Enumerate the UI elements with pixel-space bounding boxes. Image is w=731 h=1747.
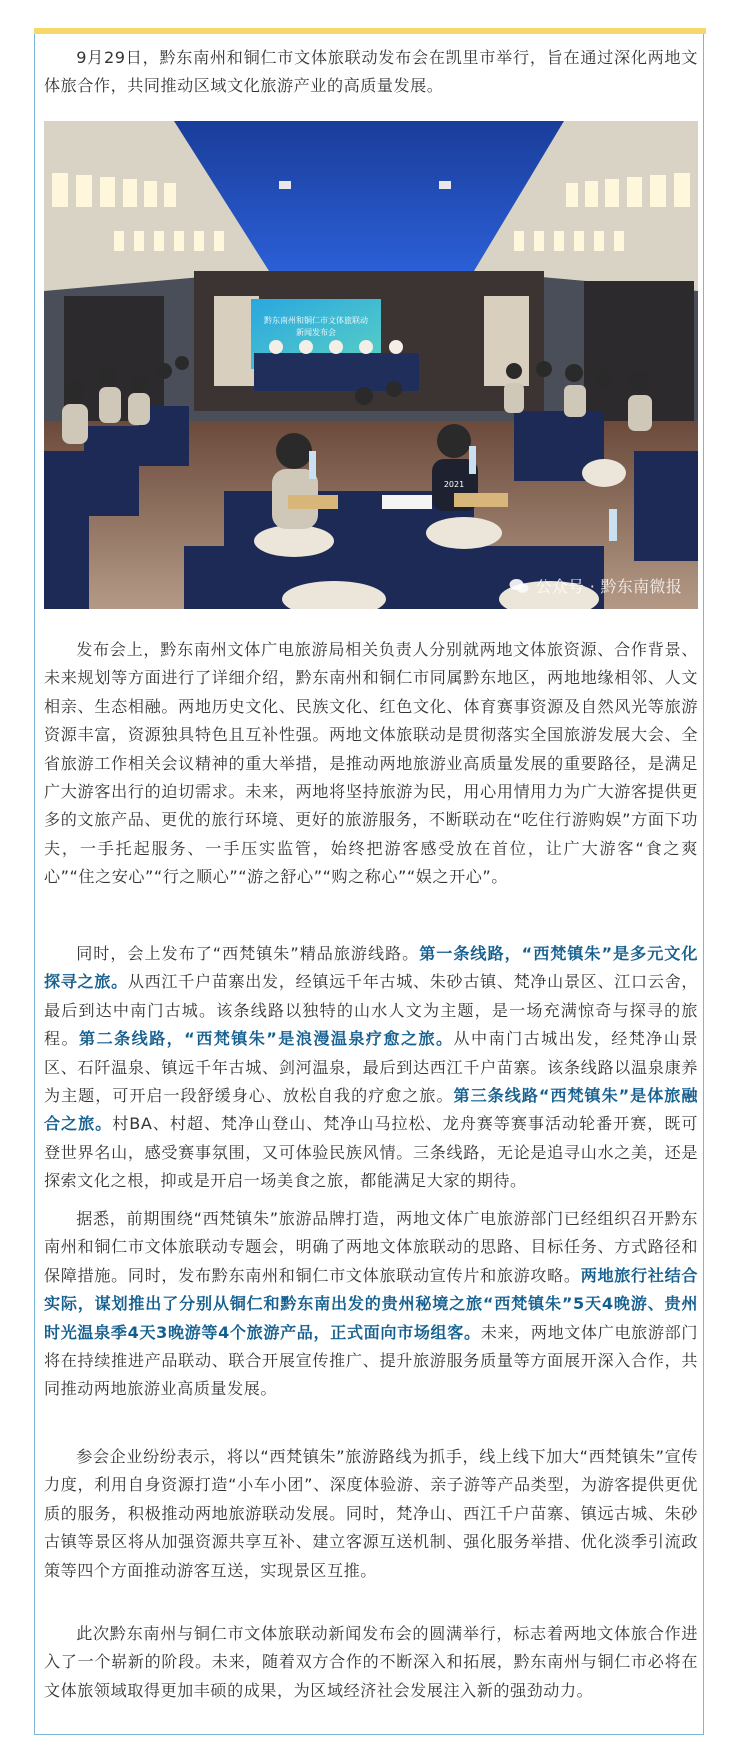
route-3-highlight: 第三条线路“西梵镇朱”是体旅融合之旅。 [44, 1086, 699, 1134]
products-highlight: 两地旅行社结合实际，谋划推出了分别从铜仁和黔东南出发的贵州秘境之旅“西梵镇朱”5天4晚游、贵州时光温泉季4天3晚游等4个旅游产品，正式面向市场组客。 [44, 1265, 698, 1342]
p3-text-2: 从西江千户苗寨出发，经镇远千年古城、朱砂古镇、梵净山景区、江口云舍，最后到达中南门古城。该条线路以独特的山水人文为主题，是一场充满惊奇与探寻的旅程。 [44, 972, 699, 1049]
route-1-highlight: 第一条线路，“西梵镇朱”是多元文化探寻之旅。 [44, 944, 698, 992]
p3-text-1: 同时，会上发布了“西梵镇朱”精品旅游线路。 [76, 944, 420, 963]
paragraph-3 [44, 940, 698, 1196]
banner-line-2: 新闻发布会 [296, 328, 336, 337]
paragraph-4 [44, 1205, 698, 1404]
watermark-text: 公众号 · 黔东南微报 [535, 577, 682, 596]
shirt-text: 2021 [443, 480, 465, 489]
watermark [509, 574, 682, 597]
p4-text-2: 未来，两地文体广电旅游部门将在持续推进产品联动、联合开展宣传推广、提升旅游服务质量等方面展开深入合作，共同推动两地旅游业高质量发展。 [44, 1322, 698, 1399]
wechat-icon [509, 578, 529, 594]
paragraph-2: 发布会上，黔东南州文体广电旅游局相关负责人分别就两地文体旅资源、合作背景、未来规划等方面进行了详细介绍，黔东南州和铜仁市同属黔东地区，两地地缘相邻、人文相亲、生态相融。两地历史文化、民族文化、红色文化、体育赛事资源及自然风光等旅游资源丰富，资源独具特色且互补性强。两地文体旅联动是贯彻落实全国旅游发展大会、全省旅游工作相关会议精神的重大举措，是推动两地旅游业高质量发展的重要路径，是满足广大游客出行的迫切需求。未来，两地将坚持旅游为民，用心用情用力为广大游客提供更多的文旅产品、更优的旅行环境、更好的旅游服务，不断联动在“吃住行游购娱”方面下功夫，一手托起服务、一手压实监管，始终把游客感受放在首位，让广大游客“食之爽心”“住之安心”“行之顺心”“游之舒心”“购之称心”“娱之开心”。 [44, 640, 698, 887]
paragraph-5: 参会企业纷纷表示，将以“西梵镇朱”旅游路线为抓手，线上线下加大“西梵镇朱”宣传力度，利用自身资源打造“小车小团”、深度体验游、亲子游等产品类型，为游客提供更优质的服务，积极推动两地旅游联动发展。同时，梵净山、西江千户苗寨、镇远古城、朱砂古镇等景区将从加强资源共享互补、建立客源互送机制、强化服务举措、优化淡季引流政策等四个方面推动游客互送，实现景区互推。 [44, 1447, 698, 1580]
banner-line-1: 黔东南州和铜仁市文体旅联动 [264, 316, 368, 325]
p4-text-1: 据悉，前期围绕“西梵镇朱”旅游品牌打造，两地文体广电旅游部门已经组织召开黔东南州和铜仁市文体旅联动专题会，明确了两地文体旅联动的思路、目标任务、方式路径和保障措施。同时，发布黔东南州和铜仁市文体旅联动宣传片和旅游攻略。 [44, 1209, 698, 1285]
route-2-highlight: 第二条线路，“西梵镇朱”是浪漫温泉疗愈之旅。 [79, 1029, 454, 1049]
paragraph-6: 此次黔东南州与铜仁市文体旅联动新闻发布会的圆满举行，标志着两地文体旅合作进入了一个崭新的阶段。未来，随着双方合作的不断深入和拓展，黔东南州与铜仁市必将在文体旅领域取得更加丰硕的成果，为区域经济社会发展注入新的强劲动力。 [44, 1624, 698, 1700]
press-conference-photo [44, 121, 698, 609]
p3-text-3: 从中南门古城出发，经梵净山景区、石阡温泉、镇远千年古城、剑河温泉，最后到达西江千户苗寨。该条线路以温泉康养为主题，可开启一段舒缓身心、放松自我的疗愈之旅。 [44, 1029, 698, 1106]
intro-paragraph: 9月29日，黔东南州和铜仁市文体旅联动发布会在凯里市举行，旨在通过深化两地文体旅合作，共同推动区域文化旅游产业的高质量发展。 [44, 48, 698, 96]
p3-text-4: 村BA、村超、梵净山登山、梵净山马拉松、龙舟赛等赛事活动轮番开赛，既可登世界名山，感受赛事氛围，又可体验民族风情。三条线路，无论是追寻山水之美，还是探索文化之根，抑或是开启一场美食之旅，都能满足大家的期待。 [44, 1114, 698, 1191]
